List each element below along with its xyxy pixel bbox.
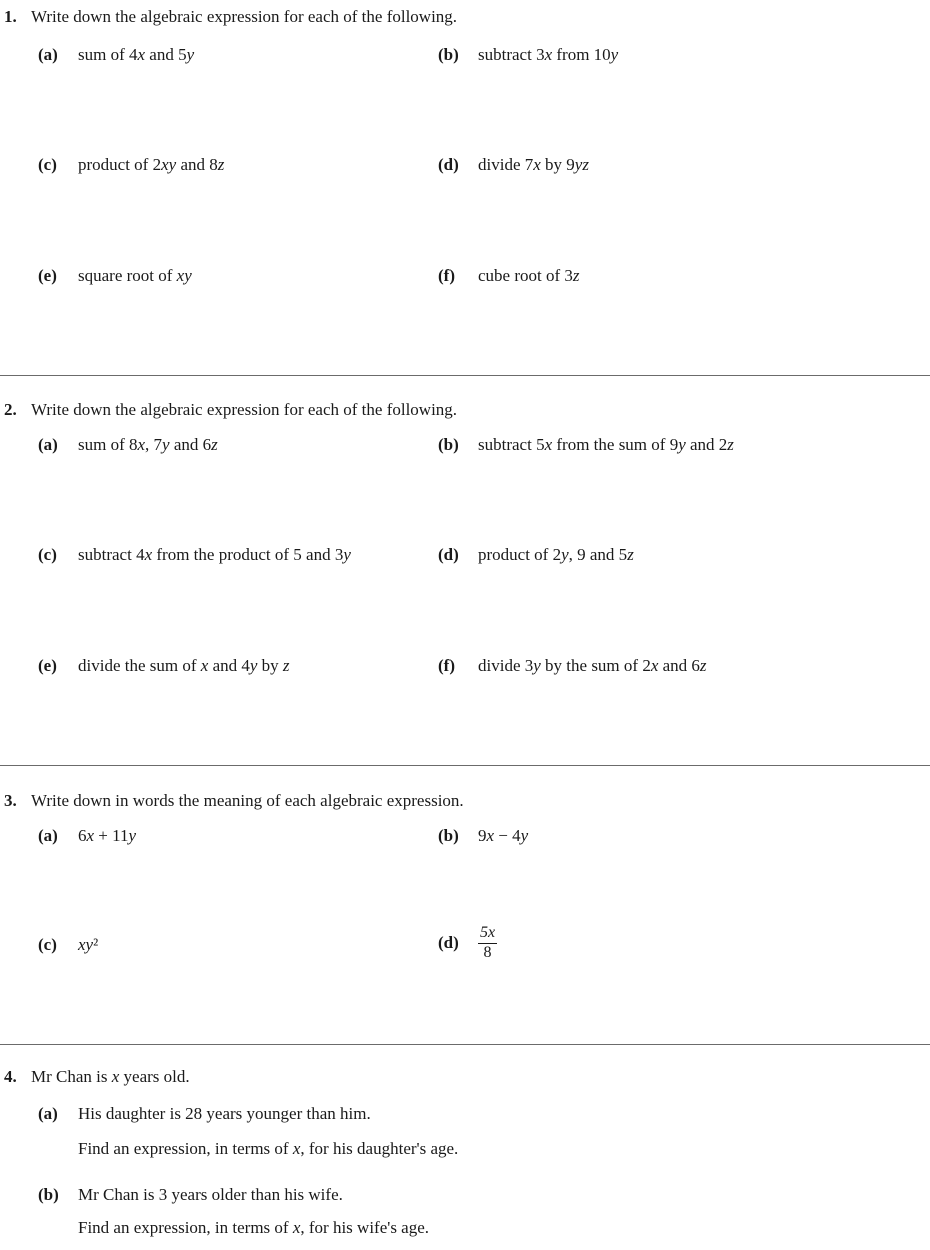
q3-part-a	[38, 826, 136, 846]
part-text: divide 3y by the sum of 2x and 6z	[478, 656, 707, 675]
section-divider	[0, 765, 930, 766]
part-label: (d)	[438, 545, 459, 564]
part-text: product of 2y, 9 and 5z	[478, 545, 634, 564]
fraction	[478, 925, 497, 962]
q3-part-b	[438, 826, 528, 846]
question-prompt: Mr Chan is x years old.	[31, 1067, 190, 1086]
q4-part-a	[38, 1104, 371, 1124]
q1-part-a	[38, 45, 194, 65]
section-divider	[0, 375, 930, 376]
part-label: (c)	[38, 935, 57, 954]
question-number: 1.	[4, 7, 17, 26]
part-label: (e)	[38, 266, 57, 285]
part-text-line1: Mr Chan is 3 years older than his wife.	[78, 1185, 343, 1204]
q4-part-b-line2: Find an expression, in terms of x, for his wife's age.	[78, 1218, 430, 1237]
part-text: sum of 8x, 7y and 6z	[78, 435, 218, 454]
q2-part-b	[438, 435, 734, 455]
question-prompt: Write down the algebraic expression for each of the following.	[31, 7, 458, 26]
q1-part-e	[38, 266, 192, 286]
part-label: (d)	[438, 155, 459, 174]
part-text: subtract 4x from the product of 5 and 3y	[78, 545, 351, 564]
q2-part-f	[438, 656, 707, 676]
q3-part-c	[38, 935, 98, 955]
part-text: square root of xy	[78, 266, 192, 285]
question-number: 2.	[4, 400, 17, 419]
q3-part-d	[438, 925, 497, 962]
part-text-line1: His daughter is 28 years younger than him.	[78, 1104, 371, 1123]
q1-part-d	[438, 155, 589, 175]
part-label: (b)	[438, 826, 459, 845]
section-divider	[0, 1044, 930, 1045]
part-label: (b)	[438, 45, 459, 64]
q1-part-f	[438, 266, 580, 286]
question-prompt: Write down the algebraic expression for each of the following.	[31, 400, 458, 419]
part-text: 6x + 11y	[78, 826, 137, 845]
part-label: (b)	[38, 1185, 59, 1204]
part-label: (a)	[38, 435, 58, 454]
part-text: subtract 3x from 10y	[478, 45, 619, 64]
question-number: 3.	[4, 791, 17, 810]
fraction-denominator: 8	[483, 943, 492, 961]
q1-part-b	[438, 45, 618, 65]
q4-part-a-line2: Find an expression, in terms of x, for his daughter's age.	[78, 1139, 459, 1158]
part-label: (c)	[38, 155, 57, 174]
question-4	[4, 1067, 190, 1087]
q2-part-e	[38, 656, 290, 676]
part-label: (a)	[38, 45, 58, 64]
part-label: (a)	[38, 1104, 58, 1123]
part-label: (e)	[38, 656, 57, 675]
part-label: (a)	[38, 826, 58, 845]
q1-part-c	[38, 155, 224, 175]
part-label: (c)	[38, 545, 57, 564]
part-text: 9x − 4y	[478, 826, 529, 845]
question-prompt: Write down in words the meaning of each algebraic expression.	[31, 791, 464, 810]
part-label: (b)	[438, 435, 459, 454]
part-text: subtract 5x from the sum of 9y and 2z	[478, 435, 734, 454]
part-text: product of 2xy and 8z	[78, 155, 225, 174]
part-label: (d)	[438, 933, 459, 953]
part-text: xy²	[78, 935, 99, 954]
question-number: 4.	[4, 1067, 17, 1086]
q2-part-a	[38, 435, 218, 455]
fraction-numerator: 5x	[478, 925, 497, 944]
part-text: divide 7x by 9yz	[478, 155, 589, 174]
q2-part-d	[438, 545, 634, 565]
question-2	[4, 400, 457, 420]
question-1	[4, 7, 457, 27]
part-label: (f)	[438, 266, 455, 285]
question-3	[4, 791, 464, 811]
part-text: sum of 4x and 5y	[78, 45, 195, 64]
part-text: cube root of 3z	[478, 266, 580, 285]
q2-part-c	[38, 545, 351, 565]
part-text: divide the sum of x and 4y by z	[78, 656, 290, 675]
q4-part-b	[38, 1185, 343, 1205]
part-label: (f)	[438, 656, 455, 675]
